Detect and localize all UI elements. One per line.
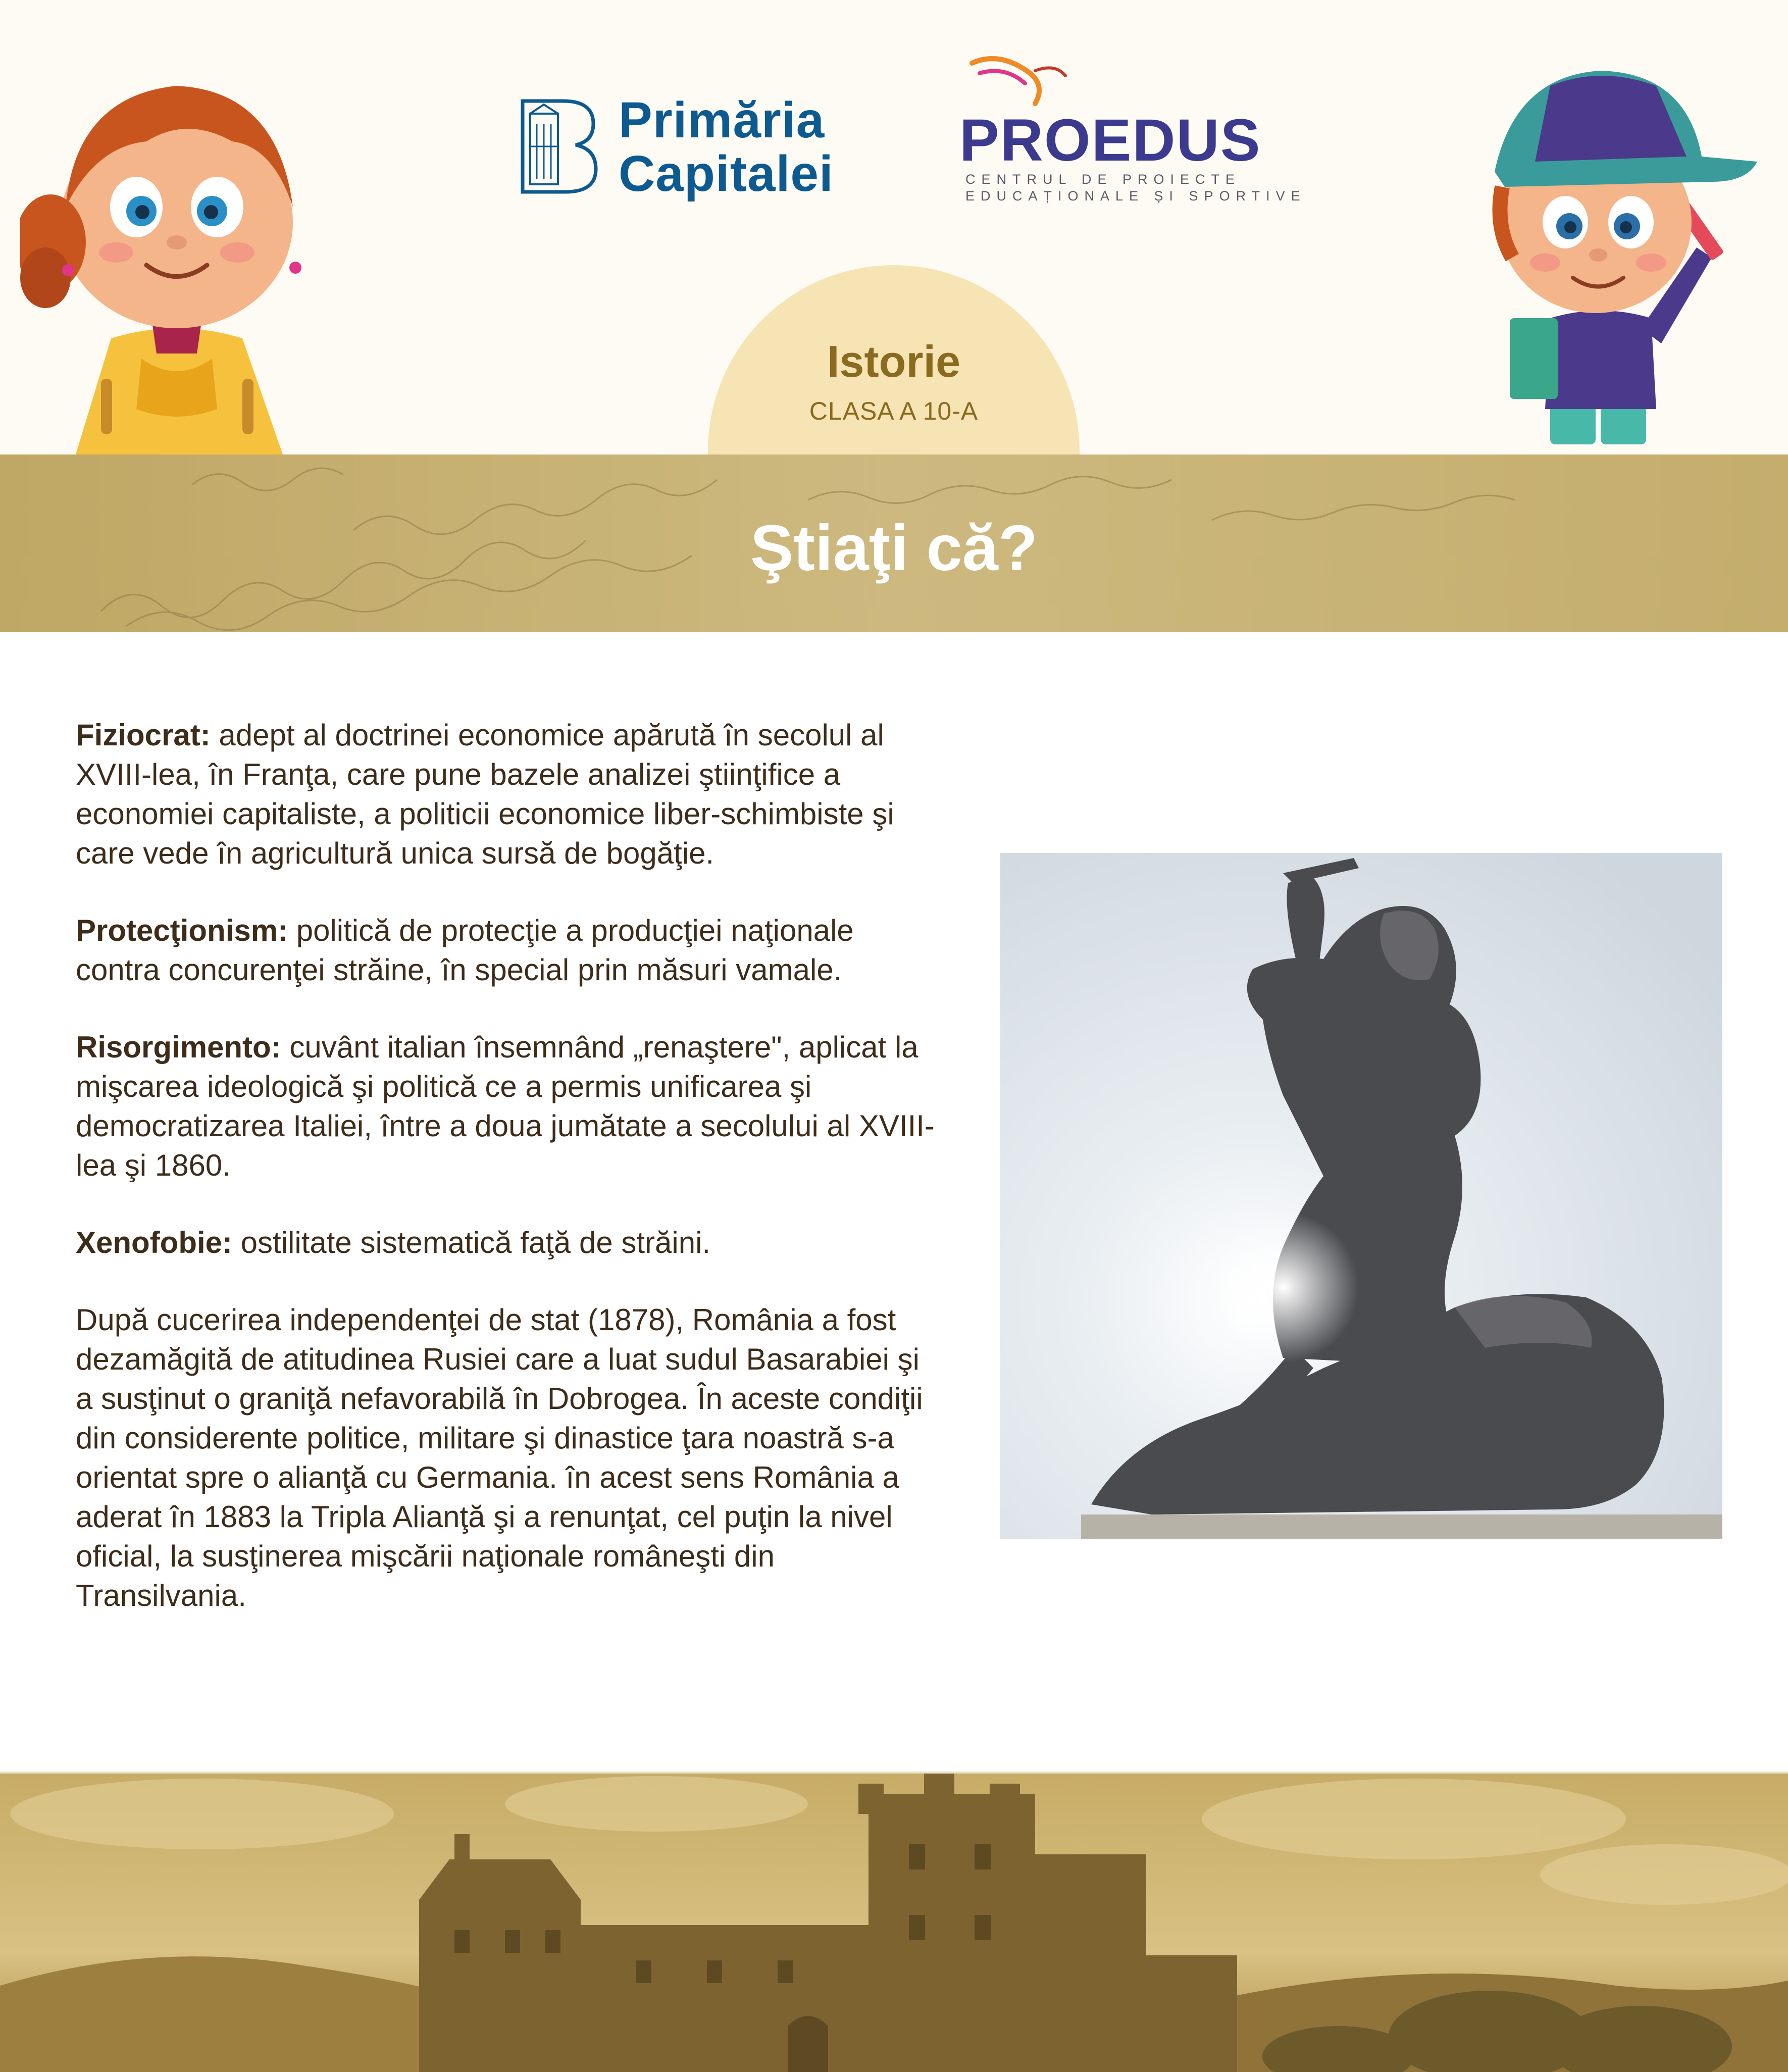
girl-mascot-illustration xyxy=(20,56,333,454)
definition-term: Risorgimento: xyxy=(76,1030,281,1064)
definition-text: adept al doctrinei economice apărută în secolul al XVIII-lea, în Franţa, care pune bazele analizei ştiinţifice a economiei capitaliste, a politicii economice liber-schimbiste şi care vede în agricultură unica sursă de bogăţie. xyxy=(76,718,894,870)
primaria-emblem-icon xyxy=(518,98,598,194)
definition-term: Fiziocrat: xyxy=(76,718,211,752)
definition-protectionism xyxy=(76,911,944,990)
castle-photo xyxy=(0,1774,1788,2072)
proedus-tagline-line2: EDUCAȚIONALE ȘI SPORTIVE xyxy=(965,188,1306,204)
definition-term: Protecţionism: xyxy=(76,914,288,947)
content-area xyxy=(0,632,1788,1774)
section-banner xyxy=(0,454,1788,632)
primaria-logo-line1: Primăria xyxy=(619,92,825,148)
proedus-logo-name: PROEDUS xyxy=(959,107,1261,174)
subject-title: Istorie xyxy=(827,336,961,386)
definition-text: politică de protecţie a producţiei naţionale contra concurenţei străine, în special prin măsuri vamale. xyxy=(76,914,854,987)
proedus-logo xyxy=(959,53,1306,204)
definition-text: cuvânt italian însemnând „renaştere", aplicat la mişcarea ideologică şi politică ce a permis unificarea şi democratizarea Italiei, între a doua jumătate a secolului al XVIII-lea şi 1860. xyxy=(76,1030,935,1182)
primaria-logo-line2: Capitalei xyxy=(619,145,834,202)
proedus-flame-icon xyxy=(969,53,1070,114)
history-paragraph: După cucerirea independenţei de stat (1878), România a fost dezamăgită de atitudinea Rusiei care a luat sudul Basarabiei şi a susţinut o graniţă nefavorabilă în Dobrogea. În aceste condiţii din considerente politice, militare şi dinastice ţara noastră s-a orientat spre o alianţă cu Germania. în acest sens România a aderat în 1883 la Tripla Alianţă şi a renunţat, cel puţin la nivel oficial, la susţinerea mişcării naţionale româneşti din Transilvania. xyxy=(76,1303,923,1612)
page-header xyxy=(0,0,1788,454)
class-label: CLASA A 10-A xyxy=(809,397,979,425)
definition-text: ostilitate sistematică faţă de străini. xyxy=(232,1226,711,1259)
definition-fiziocrat xyxy=(76,716,944,873)
primaria-logo-text xyxy=(619,93,834,200)
definition-risorgimento xyxy=(76,1028,944,1185)
definition-term: Xenofobie: xyxy=(76,1226,232,1259)
boy-mascot-illustration xyxy=(1474,56,1757,454)
statue-photo xyxy=(1000,853,1722,1539)
primaria-capitalei-logo xyxy=(518,92,851,202)
banner-title: Ştiaţi că? xyxy=(750,512,1038,584)
text-column xyxy=(76,716,944,1653)
proedus-tagline-line1: CENTRUL DE PROIECTE xyxy=(965,172,1241,187)
definition-xenofobie xyxy=(76,1223,944,1262)
